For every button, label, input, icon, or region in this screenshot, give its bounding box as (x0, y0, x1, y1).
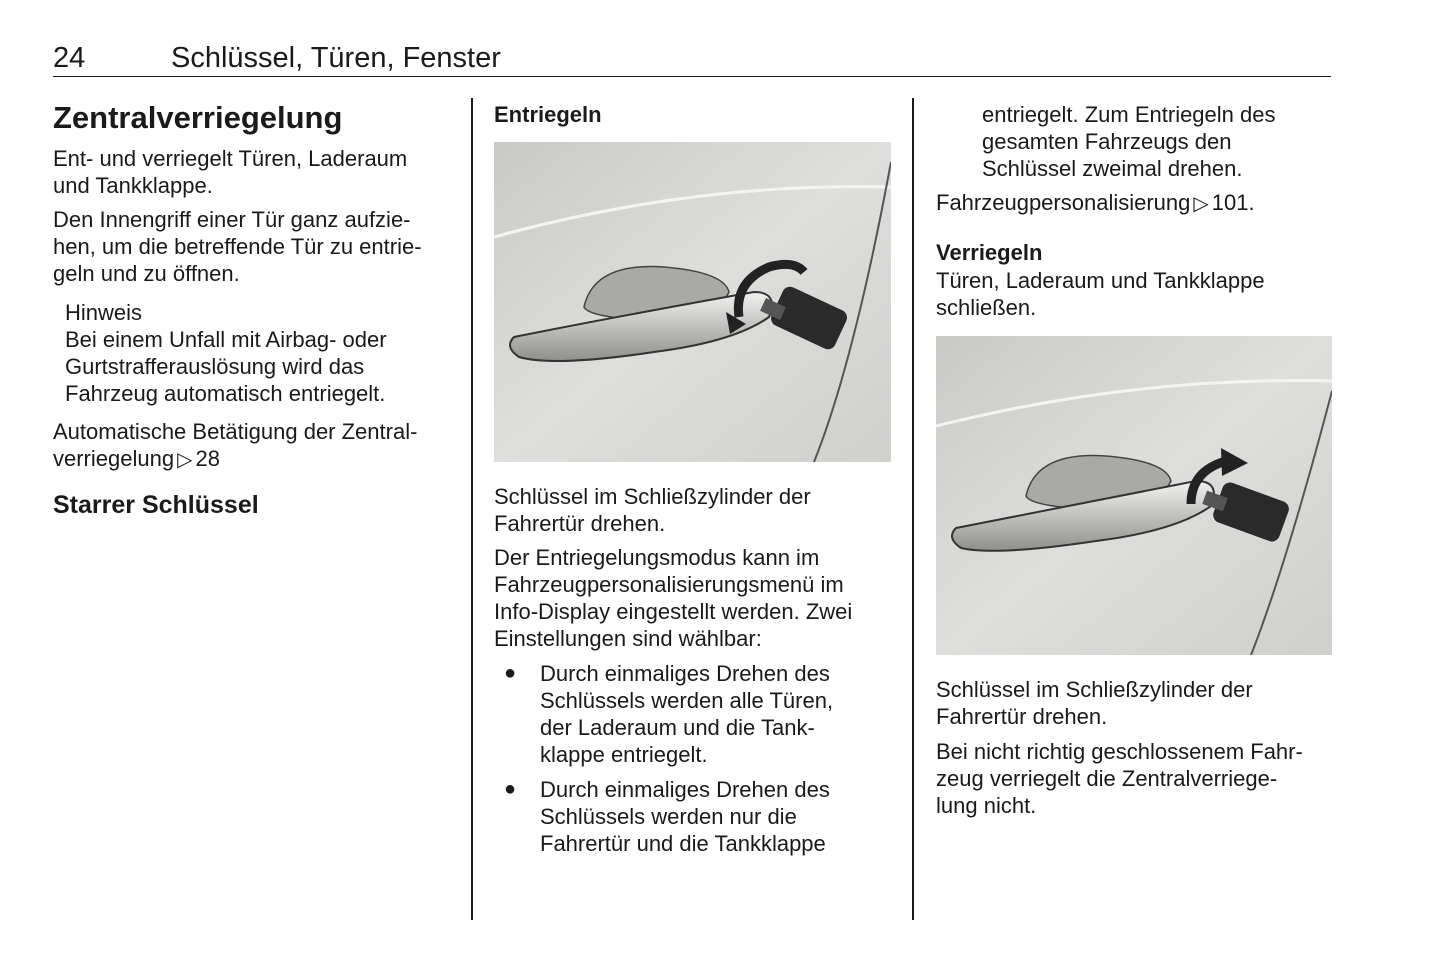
warning-line: lung nicht. (936, 793, 1037, 818)
unlock-illustration (494, 142, 891, 462)
continued-line: gesamten Fahrzeugs den (982, 129, 1232, 154)
auto-line: Automatische Betätigung der Zentral- (53, 419, 418, 444)
note-title: Hinweis (65, 300, 143, 325)
paragraph-line: Fahrzeugpersonalisierungsmenü im (494, 572, 844, 597)
paragraph-line: Der Entriegelungsmodus kann im (494, 545, 820, 570)
bullet-marker: ● (504, 778, 517, 800)
lock-heading: Verriegeln (936, 240, 1043, 265)
warning-line: zeug verriegelt die Zentralverriege- (936, 766, 1278, 791)
unlock-heading: Entriegeln (494, 102, 602, 127)
caption-line: Schlüssel im Schließzylinder der (494, 484, 811, 509)
paragraph-line: schließen. (936, 295, 1037, 320)
paragraph-line: geln und zu öffnen. (53, 261, 240, 286)
personalisation-text: Fahrzeugpersonalisierung (936, 190, 1191, 215)
note-line: Fahrzeug automatisch entriegelt. (65, 381, 386, 406)
caption-line: Fahrertür drehen. (936, 704, 1108, 729)
arrow-right-outline-icon: ▷ (177, 449, 193, 471)
intro-line: Ent- und verriegelt Türen, Laderaum (53, 146, 408, 171)
caption-line: Schlüssel im Schließzylinder der (936, 677, 1253, 702)
subheading: Starrer Schlüssel (53, 491, 259, 519)
column-divider-2 (912, 98, 914, 920)
chapter-title: Schlüssel, Türen, Fenster (171, 42, 501, 74)
column-divider-1 (471, 98, 473, 920)
caption-line: Fahrertür drehen. (494, 511, 666, 536)
warning-line: Bei nicht richtig geschlossenem Fahr- (936, 739, 1303, 764)
bullet-line: klappe entriegelt. (540, 742, 708, 767)
page-number: 24 (53, 42, 86, 74)
personalisation-reference-line[interactable] (936, 189, 1255, 218)
bullet-line: Schlüssels werden nur die (540, 804, 797, 829)
auto-line-text: verriegelung (53, 446, 175, 471)
continued-line: Schlüssel zweimal drehen. (982, 156, 1243, 181)
bullet-marker: ● (504, 662, 517, 684)
page-reference[interactable]: 28 (195, 446, 220, 471)
lock-illustration (936, 336, 1332, 655)
paragraph-line: Info-Display eingestellt werden. Zwei (494, 599, 853, 624)
note-line: Gurtstrafferauslösung wird das (65, 354, 365, 379)
intro-line: und Tankklappe. (53, 173, 213, 198)
page-reference[interactable]: 101. (1211, 190, 1255, 215)
continued-line: entriegelt. Zum Entriegeln des (982, 102, 1276, 127)
auto-reference-line[interactable] (53, 445, 220, 474)
paragraph-line: hen, um die betreffende Tür zu entrie- (53, 234, 422, 259)
bullet-line: Fahrertür und die Tankklappe (540, 831, 826, 856)
section-heading: Zentralverriegelung (53, 100, 343, 135)
paragraph-line: Den Innengriff einer Tür ganz aufzie- (53, 207, 411, 232)
bullet-line: der Laderaum und die Tank- (540, 715, 815, 740)
bullet-line: Durch einmaliges Drehen des (540, 777, 830, 802)
bullet-line: Schlüssels werden alle Türen, (540, 688, 834, 713)
paragraph-line: Türen, Laderaum und Tankklappe (936, 268, 1265, 293)
arrow-right-outline-icon: ▷ (1193, 193, 1209, 215)
note-line: Bei einem Unfall mit Airbag- oder (65, 327, 387, 352)
page-header (53, 40, 1331, 77)
paragraph-line: Einstellungen sind wählbar: (494, 626, 762, 651)
bullet-line: Durch einmaliges Drehen des (540, 661, 830, 686)
